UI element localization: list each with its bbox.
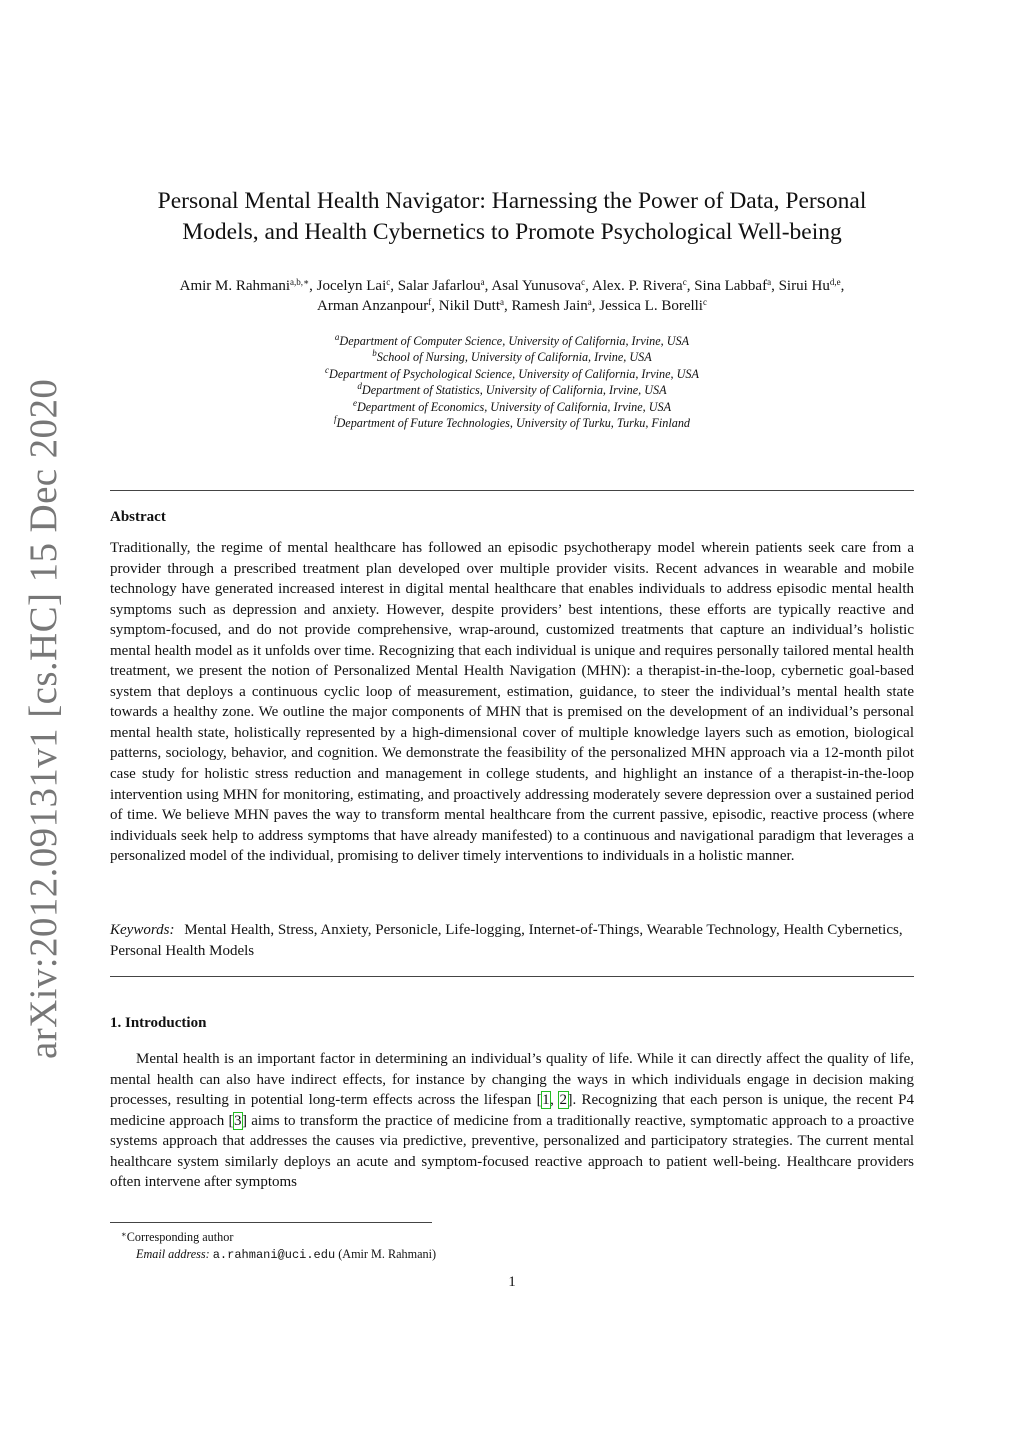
title-line-2: Models, and Health Cybernetics to Promote Psychological Well-being xyxy=(182,219,842,245)
affiliation-list xyxy=(110,333,914,431)
author-name: Sina Labbaf xyxy=(694,278,768,294)
author-line-1: Amir M. Rahmani$^{a,b,∗}$, Jocelyn Lai$^c$, Salar Jafarlou$^a$, Asal Yunusova$^c$, Alex. P. Rivera$^c$, Sina Labbaf$^a$, Sirui Hu$^{d,e}$, xyxy=(179,277,845,294)
author-affil-sup: c xyxy=(581,277,586,287)
author-affil-sup: c xyxy=(386,277,391,287)
section-heading-introduction: 1. Introduction xyxy=(110,1015,207,1031)
email-note: Email address: a.rahmani@uci.edu (Amir M. Rahmani) xyxy=(136,1246,437,1262)
citation-link[interactable]: 3 xyxy=(234,1112,242,1129)
author-name: Nikil Dutt xyxy=(438,298,500,314)
author-name: Salar Jafarlou xyxy=(397,278,481,294)
author-affil-sup: c xyxy=(702,297,707,307)
introduction-paragraph: Mental health is an important factor in determining an individual’s quality of life. While it can directly affect the quality of life, mental health can also have indirect effects, for instance by changing the ways in which individuals engage in decision making processes, resulting in potential long-term effects across the lifespan [1, 2]. Recognizing that each person is unique, the recent P4 medicine approach [3] aims to transform the practice of medicine from a traditionally reactive, symptomatic approach to a proactive systems approach that addresses the causes via predictive, preventive, personalized and participatory strategies. The current mental healthcare system similarly deploys an acute and symptom-focused reactive approach to patient well-being. Healthcare providers often intervene after symptoms xyxy=(110,1051,915,1191)
affiliation: $^e$Department of Economics, University of California, Irvine, USA xyxy=(352,397,672,414)
citation-link[interactable]: 2 xyxy=(559,1092,568,1109)
paper-title xyxy=(110,186,914,248)
author-name: Amir M. Rahmani xyxy=(179,278,291,294)
abstract-heading: Abstract xyxy=(110,509,166,525)
affiliation: $^b$School of Nursing, University of California, Irvine, USA xyxy=(372,348,652,365)
footnote xyxy=(110,1229,914,1263)
author-name: Alex. P. Rivera xyxy=(591,278,683,294)
footnote-rule xyxy=(110,1222,432,1223)
corresponding-author-note: ∗Corresponding author xyxy=(121,1229,234,1244)
affiliation: $^a$Department of Computer Science, University of California, Irvine, USA xyxy=(334,332,690,348)
author-line-2: Arman Anzanpour$^f$, Nikil Dutt$^a$, Ramesh Jain$^a$, Jessica L. Borelli$^c$ xyxy=(317,297,707,314)
author-affil-sup: a xyxy=(767,277,772,287)
abstract-top-rule xyxy=(110,490,914,491)
affiliation: $^f$Department of Future Technologies, University of Turku, Turku, Finland xyxy=(333,414,691,431)
author-name: Asal Yunusova xyxy=(491,278,582,294)
author-affil-sup: d,e xyxy=(829,277,841,287)
author-name: Arman Anzanpour xyxy=(317,298,429,314)
author-affil-sup: a,b,∗ xyxy=(290,277,310,287)
author-name: Sirui Hu xyxy=(778,278,830,294)
abstract-body: Traditionally, the regime of mental healthcare has followed an episodic psychotherapy model wherein patients seek care from a provider through a prescribed treatment plan developed over multiple provider visits. Recent advances in wearable and mobile technology have generated increased interest in digital mental healthcare that enables individuals to address episodic mental health symptoms such as depression and anxiety. However, despite providers’ best intentions, these efforts are typically reactive and symptom-focused, and do not provide comprehensive, wrap-around, customized treatments that capture an individual’s holistic mental health model as it unfolds over time. Recognizing that each individual is unique and requires personally tailored mental health treatment, we present the notion of Personalized Mental Health Navigation (MHN): a therapist-in-the-loop, cybernetic goal-based system that deploys a continuous cyclic loop of measurement, estimation, guidance, to steer the individual’s mental health state towards a healthy zone. We outline the major components of MHN that is premised on the development of an individual’s personal mental health state, holistically represented by a high-dimensional cover of multiple knowledge layers such as emotion, biological patterns, sociology, behavior, and cognition. We demonstrate the feasibility of the personalized MHN approach via a 12-month pilot case study for holistic stress reduction and management in college students, and highlight an instance of a therapist-in-the-loop intervention using MHN for monitoring, estimating, and proactively addressing moderately severe depression over a sustained period of time. We believe MHN paves the way to transform mental healthcare from the current passive, episodic, reactive process (where individuals seek help to address symptoms that have already manifested) to a continuous and navigational paradigm that leverages a personalized model of the individual, promising to deliver timely interventions to individuals in a holistic manner. xyxy=(110,540,914,865)
author-name: Jocelyn Lai xyxy=(316,278,387,294)
author-affil-sup: c xyxy=(682,277,687,287)
author-name: Jessica L. Borelli xyxy=(599,298,703,314)
keywords-label: Keywords: xyxy=(110,922,175,938)
author-affil-sup: a xyxy=(500,297,504,307)
affiliation: $^c$Department of Psychological Science, University of California, Irvine, USA xyxy=(325,364,699,381)
keywords xyxy=(110,920,914,961)
author-affil-sup: f xyxy=(428,297,432,307)
author-name: Ramesh Jain xyxy=(511,298,588,314)
author-affil-sup: a xyxy=(480,277,485,287)
keywords-text: Mental Health, Stress, Anxiety, Personicle, Life-logging, Internet-of-Things, Wearable Technology, Health Cybernetics, Personal Health Models xyxy=(110,922,903,959)
affiliation: $^d$Department of Statistics, University of California, Irvine, USA xyxy=(357,381,667,398)
page-number: 1 xyxy=(508,1274,516,1290)
author-list xyxy=(110,276,914,316)
abstract-bottom-rule xyxy=(110,976,914,977)
author-affil-sup: a xyxy=(587,297,592,307)
arxiv-identifier: arXiv:2012.09131v1 [cs.HC] 15 Dec 2020 xyxy=(22,378,65,1059)
citation-link[interactable]: 1 xyxy=(542,1092,550,1109)
email-address[interactable]: a.rahmani@uci.edu xyxy=(212,1247,336,1262)
title-line-1: Personal Mental Health Navigator: Harnessing the Power of Data, Personal xyxy=(157,188,867,214)
